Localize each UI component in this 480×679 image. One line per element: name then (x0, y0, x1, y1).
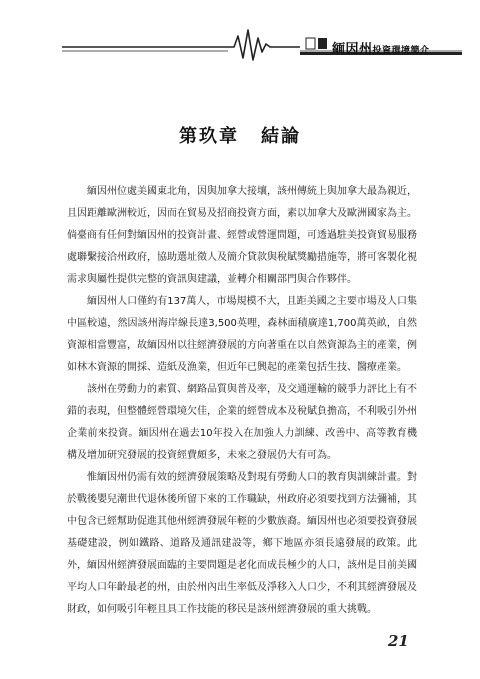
header-title-sub: 投資環境簡介 (372, 46, 430, 56)
header-decoration (0, 0, 480, 70)
paragraph: 惟緬因州仍需有效的經濟發展策略及對現有勞動人口的教育與訓練計畫。對於戰後嬰兒潮世代退休後所留下來的工作職缺，州政府必須要找到方法彌補，其中包含已經幫助促進其他州經濟發展年輕的少數族裔。緬因州也必須要投資發展基礎建設，例如鐵路、道路及通訊建設等，鄉下地區亦須長遠發展的政策。此外，緬因州經濟發展面臨的主要問題是老化而成長極少的人口，該州是目前美國平均人口年齡最老的州，由於州內出生率低及淨移入人口少，不利其經濟發展及財政，如何吸引年輕且具工作技能的移民是該州經濟發展的重大挑戰。 (67, 472, 417, 615)
paragraph: 緬因州位處美國東北角，因與加拿大接壤，該州傳統上與加拿大最為親近，且因距離歐洲較近，因而在貿易及招商投資方面，素以加拿大及歐洲國家為主。倘臺商有任何對緬因州的投資計畫、經營或營運問題，可透過駐美投資貿易服務處聯繫接洽州政府，協助選址徵人及簡介貸款與稅賦獎勵措施等，將可客製化視需求與屬性提供完整的資訊與建議，並轉介相關部門與合作夥伴。 (67, 186, 417, 285)
chapter-name: 結論 (261, 126, 301, 147)
paragraph: 該州在勞動力的素質、網路品質與普及率，及交通運輸的競爭力評比上有不錯的表現，但整體經營環境欠佳，企業的經營成本及稅賦負擔高，不利吸引外州企業前來投資。緬因州在過去10年投入在加強人力訓練、改善中、高等教育機構及增加研究發展的投資經費頗多，未來之發展仍大有可為。 (67, 384, 417, 461)
running-header (0, 0, 480, 70)
header-title-main: 緬因州 (332, 42, 373, 57)
body-text (67, 181, 417, 621)
chapter-title (0, 122, 480, 148)
pulse-icon (228, 30, 300, 60)
chapter-number: 第玖章 (179, 126, 239, 147)
header-title (332, 38, 462, 57)
paragraph: 緬因州人口僅約有137萬人，市場規模不大，且距美國之主要市場及人口集中區較遠，然因該州海岸線長達3,500英哩，森林面積廣達1,700萬英畝，自然資源相當豐富，故緬因州以往經濟發展的方向著重在以自然資源為主的產業，例如林木資源的開採、造紙及漁業，但近年已興起的產業包括生技、醫療產業。 (67, 296, 417, 373)
page-number: 21 (388, 632, 409, 650)
